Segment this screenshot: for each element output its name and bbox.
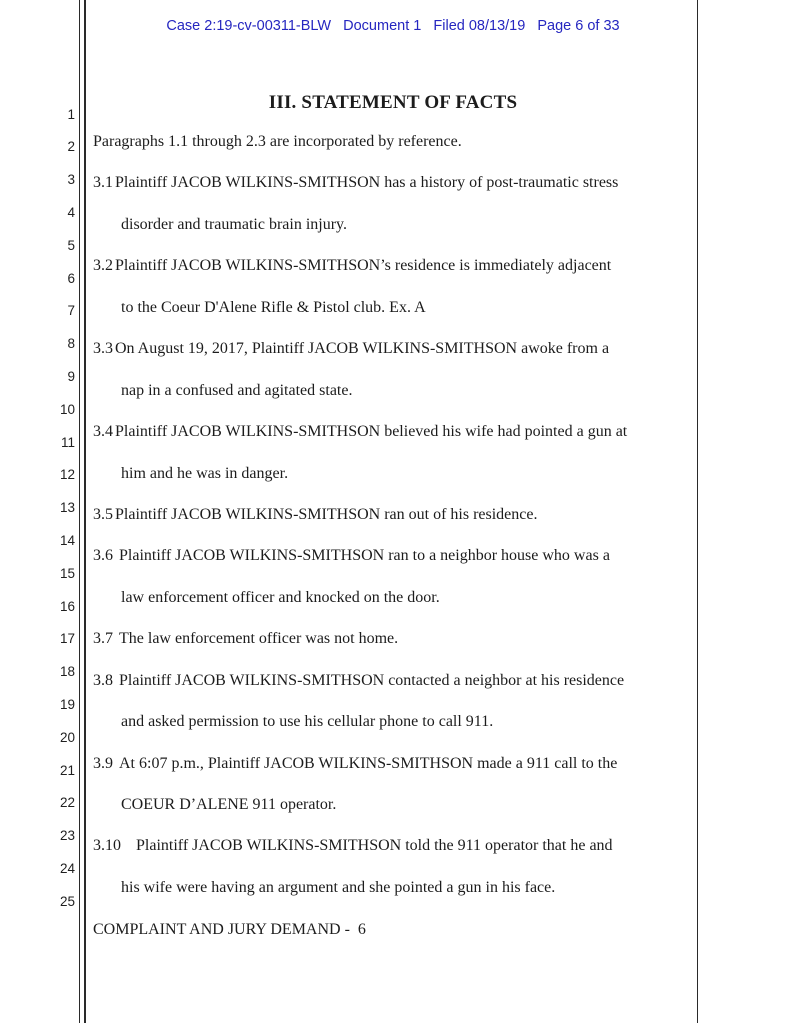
line-text: At 6:07 p.m., Plaintiff JACOB WILKINS-SMITHSON made a 911 call to the bbox=[119, 754, 618, 772]
line-number: 5 bbox=[67, 237, 75, 253]
body-line bbox=[121, 796, 336, 814]
line-text: Plaintiff JACOB WILKINS-SMITHSON ran out of his residence. bbox=[115, 505, 538, 523]
line-number: 20 bbox=[59, 729, 75, 745]
line-text: him and he was in danger. bbox=[121, 464, 289, 482]
line-text: Plaintiff JACOB WILKINS-SMITHSON ran to a neighbor house who was a bbox=[119, 547, 610, 565]
footer-title: COMPLAINT AND JURY DEMAND - 6 bbox=[93, 921, 366, 938]
line-number: 17 bbox=[59, 631, 75, 647]
line-number: 4 bbox=[67, 204, 75, 220]
line-text: disorder and traumatic brain injury. bbox=[121, 215, 347, 233]
paragraph-number: 3.4 bbox=[93, 423, 113, 441]
fact-paragraph-line bbox=[93, 837, 613, 855]
line-text: nap in a confused and agitated state. bbox=[121, 381, 353, 399]
body-line bbox=[121, 216, 347, 234]
line-text: Plaintiff JACOB WILKINS-SMITHSON believed his wife had pointed a gun at bbox=[115, 423, 628, 441]
line-number: 2 bbox=[67, 139, 75, 155]
line-text: Plaintiff JACOB WILKINS-SMITHSON’s residence is immediately adjacent bbox=[115, 257, 612, 275]
line-text: to the Coeur D'Alene Rifle & Pistol club. Ex. A bbox=[121, 298, 426, 316]
line-number: 18 bbox=[59, 664, 75, 680]
pleading-double-rule-outer bbox=[79, 0, 80, 1023]
fact-paragraph-line bbox=[93, 174, 618, 192]
body-line bbox=[121, 589, 440, 607]
line-number: 13 bbox=[59, 500, 75, 516]
line-number: 7 bbox=[67, 303, 75, 319]
fact-paragraph-line bbox=[93, 630, 398, 648]
line-text: The law enforcement officer was not home. bbox=[119, 630, 399, 648]
line-text: and asked permission to use his cellular phone to call 911. bbox=[121, 713, 494, 731]
section-heading: III. STATEMENT OF FACTS bbox=[268, 92, 518, 113]
line-number: 14 bbox=[59, 532, 75, 548]
line-number: 15 bbox=[59, 565, 75, 581]
case-caption-header: Case 2:19-cv-00311-BLW Document 1 Filed 08/13/19 Page 6 of 33 bbox=[166, 18, 620, 34]
fact-paragraph-line bbox=[93, 506, 537, 524]
paragraph-number: 3.1 bbox=[93, 174, 113, 192]
line-number: 1 bbox=[67, 106, 75, 122]
line-number: 8 bbox=[67, 336, 75, 352]
pleading-double-rule-inner bbox=[84, 0, 86, 1023]
fact-paragraph-line bbox=[93, 755, 617, 773]
facts-body bbox=[93, 0, 733, 1023]
body-line bbox=[121, 465, 288, 483]
line-text: On August 19, 2017, Plaintiff JACOB WILKINS-SMITHSON awoke from a bbox=[115, 340, 610, 358]
line-text: Plaintiff JACOB WILKINS-SMITHSON contacted a neighbor at his residence bbox=[119, 671, 625, 689]
line-number: 16 bbox=[59, 598, 75, 614]
line-number: 11 bbox=[60, 434, 75, 450]
paragraph-number: 3.9 bbox=[93, 754, 113, 772]
paragraph-number: 3.10 bbox=[93, 837, 121, 855]
line-text: Plaintiff JACOB WILKINS-SMITHSON has a history of post-traumatic stress bbox=[115, 174, 619, 192]
paragraph-number: 3.7 bbox=[93, 630, 113, 648]
body-line bbox=[121, 879, 555, 897]
line-number: 10 bbox=[59, 401, 75, 417]
line-number: 9 bbox=[67, 368, 75, 384]
paragraph-number: 3.3 bbox=[93, 340, 113, 358]
body-line bbox=[121, 299, 426, 317]
fact-paragraph-line bbox=[93, 547, 610, 565]
line-number: 19 bbox=[59, 696, 75, 712]
body-line bbox=[121, 382, 352, 400]
fact-paragraph-line bbox=[93, 340, 609, 358]
paragraph-number: 3.5 bbox=[93, 505, 113, 523]
line-number: 21 bbox=[59, 762, 75, 778]
fact-paragraph-line bbox=[93, 257, 611, 275]
line-number: 12 bbox=[59, 467, 75, 483]
line-text: Plaintiff JACOB WILKINS-SMITHSON told the 911 operator that he and bbox=[136, 837, 613, 855]
line-number: 22 bbox=[59, 795, 75, 811]
line-text: his wife were having an argument and she pointed a gun in his face. bbox=[121, 878, 556, 896]
line-text: COEUR D’ALENE 911 operator. bbox=[121, 796, 337, 814]
line-number: 23 bbox=[59, 828, 75, 844]
fact-paragraph-line bbox=[93, 672, 624, 690]
body-line bbox=[93, 133, 462, 151]
line-number: 24 bbox=[59, 860, 75, 876]
line-text: law enforcement officer and knocked on the door. bbox=[121, 588, 440, 606]
line-text: Paragraphs 1.1 through 2.3 are incorporated by reference. bbox=[93, 133, 462, 150]
body-line bbox=[121, 713, 493, 731]
fact-paragraph-line bbox=[93, 423, 627, 441]
paragraph-number: 3.8 bbox=[93, 671, 113, 689]
line-number: 25 bbox=[59, 893, 75, 909]
paragraph-number: 3.6 bbox=[93, 547, 113, 565]
paragraph-number: 3.2 bbox=[93, 257, 113, 275]
line-number: 6 bbox=[67, 270, 75, 286]
line-number: 3 bbox=[67, 172, 75, 188]
